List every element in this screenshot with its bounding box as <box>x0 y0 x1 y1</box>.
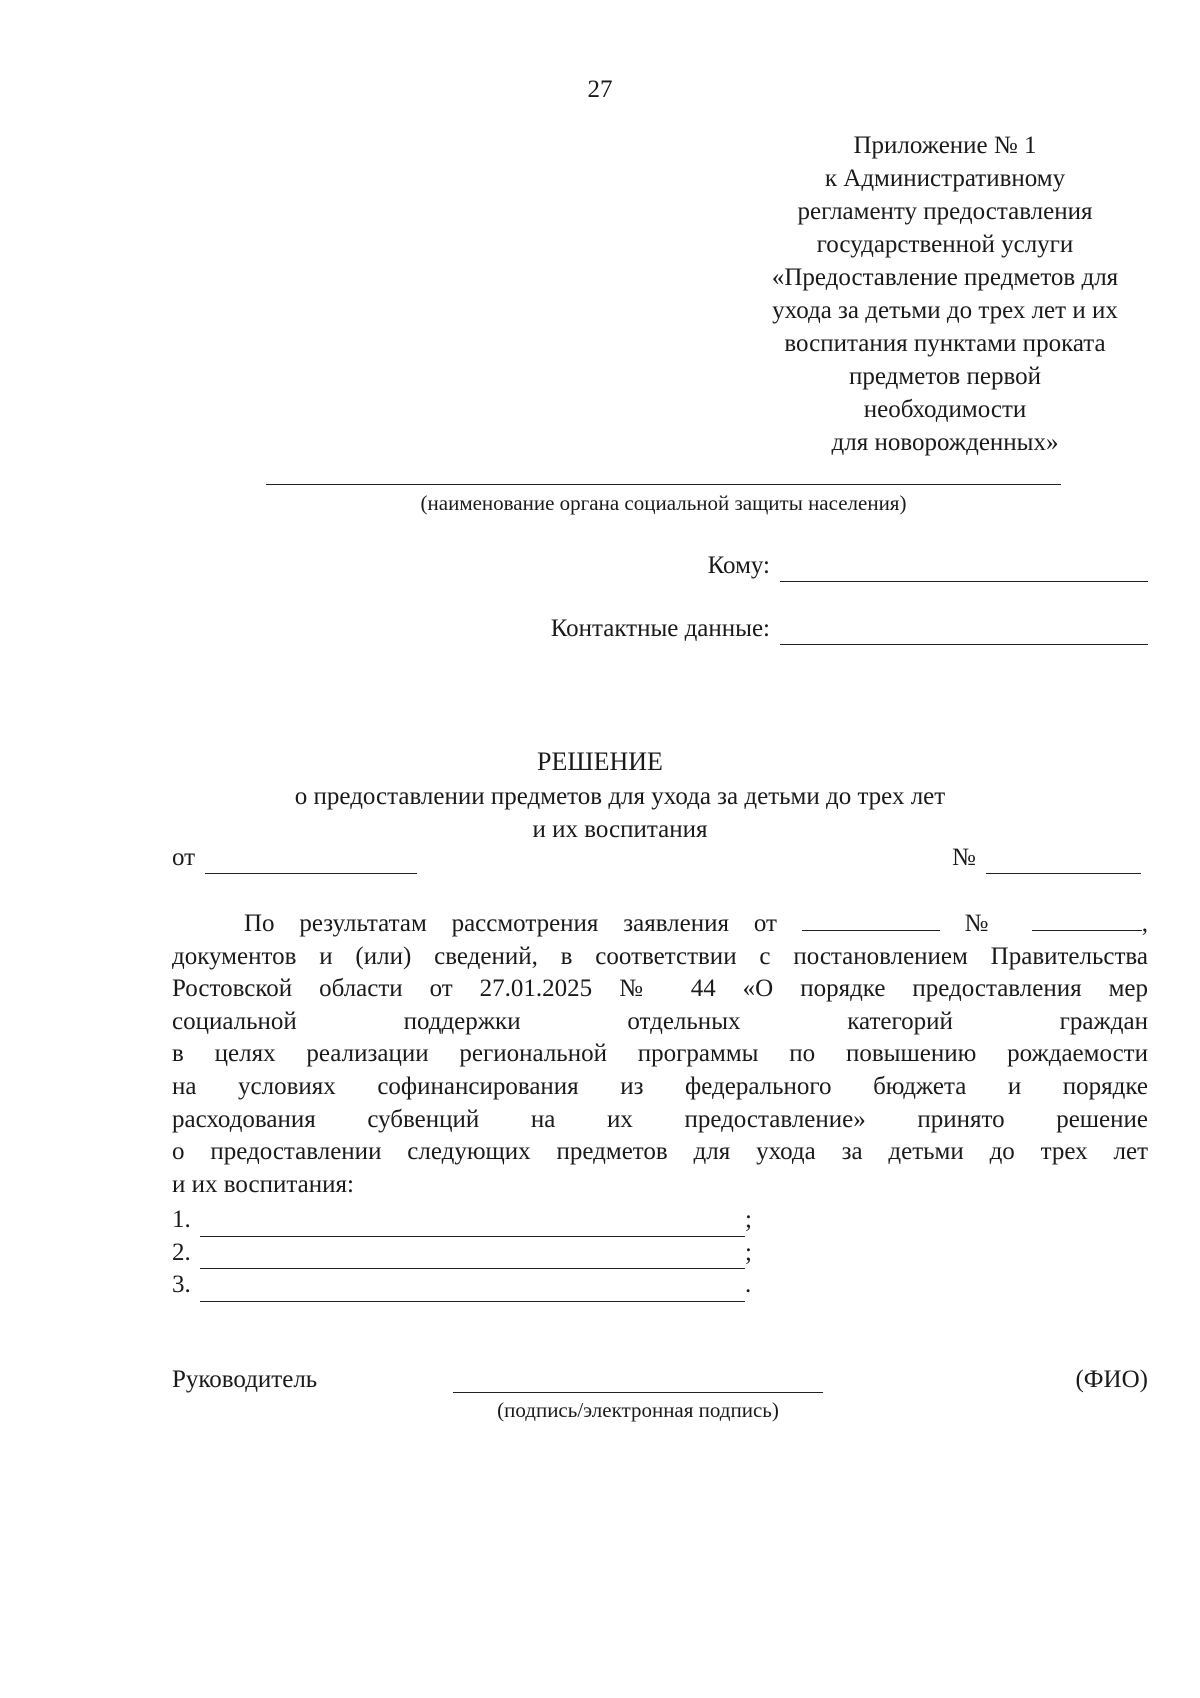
appendix-line: к Административному <box>824 165 1066 192</box>
number-row <box>952 842 1141 874</box>
appendix-line: для новорожденных» <box>831 429 1059 456</box>
body-line: Ростовской области от 27.01.2025 № 44 «О порядке предоставления мер <box>172 975 1148 1003</box>
body-line: в целях реализации региональной программы по повышению рождаемости <box>172 1040 1148 1068</box>
subtitle-line: и их воспитания <box>532 816 708 843</box>
item-number: 1. <box>172 1206 191 1233</box>
document-title: РЕШЕНИЕ <box>537 747 663 776</box>
fio-label: (ФИО) <box>1075 1366 1148 1393</box>
body-line: и их воспитания: <box>172 1170 354 1198</box>
appendix-line: воспитания пунктами проката <box>784 330 1106 357</box>
org-name-caption: (наименование органа социальной защиты населения) <box>420 491 907 515</box>
item-terminator: ; <box>745 1206 752 1233</box>
recipient-row <box>708 550 1148 582</box>
body-line: о предоставлении следующих предметов для ухода за детьми до трех лет <box>172 1138 1148 1166</box>
body-line: документов и (или) сведений, в соответствии с постановлением Правительства <box>172 942 1148 970</box>
item-number: 2. <box>172 1238 191 1266</box>
subtitle-line: о предоставлении предметов для ухода за детьми до трех лет <box>294 783 946 810</box>
signature-caption: (подпись/электронная подпись) <box>497 1398 779 1422</box>
date-row <box>172 842 417 874</box>
item-terminator: ; <box>745 1238 752 1266</box>
appendix-line: необходимости <box>863 396 1027 423</box>
body-text-fragment: № <box>964 910 1007 937</box>
contact-label: Контактные данные: <box>550 615 770 642</box>
number-field-line <box>986 851 1141 874</box>
body-line: на условиях софинансирования из федерального бюджета и порядке <box>172 1072 1148 1100</box>
appendix-line: «Предоставление предметов для <box>771 264 1119 291</box>
appendix-line: Приложение № 1 <box>853 132 1037 159</box>
list-item <box>172 1269 752 1302</box>
item-field-line <box>200 1279 745 1302</box>
body-line <box>172 908 1148 941</box>
application-date-line <box>802 908 940 931</box>
body-line: социальной поддержки отдельных категорий граждан <box>172 1007 1148 1035</box>
date-label: от <box>172 844 196 871</box>
item-field-line <box>200 1214 745 1237</box>
appendix-block <box>745 129 1145 459</box>
item-number: 3. <box>172 1271 191 1299</box>
list-item <box>172 1237 752 1270</box>
appendix-line: предметов первой <box>849 363 1041 390</box>
org-name-field-line <box>266 484 1061 485</box>
list-item <box>172 1204 752 1237</box>
number-label: № <box>952 844 976 871</box>
contact-row <box>551 613 1148 645</box>
body-text-fragment: По результатам рассмотрения заявления от <box>244 910 777 937</box>
recipient-field-line <box>780 559 1148 582</box>
decision-body <box>172 908 1148 1201</box>
item-terminator: . <box>745 1271 752 1299</box>
appendix-line: ухода за детьми до трех лет и их <box>772 297 1118 324</box>
signature-field-line <box>453 1392 823 1393</box>
head-label: Руководитель <box>172 1366 318 1393</box>
item-field-line <box>200 1246 745 1269</box>
page-number: 27 <box>587 76 613 103</box>
body-text-fragment: , <box>1141 910 1148 937</box>
appendix-line: регламенту предоставления <box>797 198 1093 225</box>
appendix-line: государственной услуги <box>816 231 1074 258</box>
items-list <box>172 1204 752 1302</box>
application-number-line <box>1032 908 1142 931</box>
recipient-label: Кому: <box>707 552 770 579</box>
document-subtitle <box>140 780 1100 846</box>
contact-field-line <box>780 622 1148 645</box>
date-field-line <box>205 851 417 874</box>
body-line: расходования субвенций на их предоставление» принято решение <box>172 1105 1148 1133</box>
